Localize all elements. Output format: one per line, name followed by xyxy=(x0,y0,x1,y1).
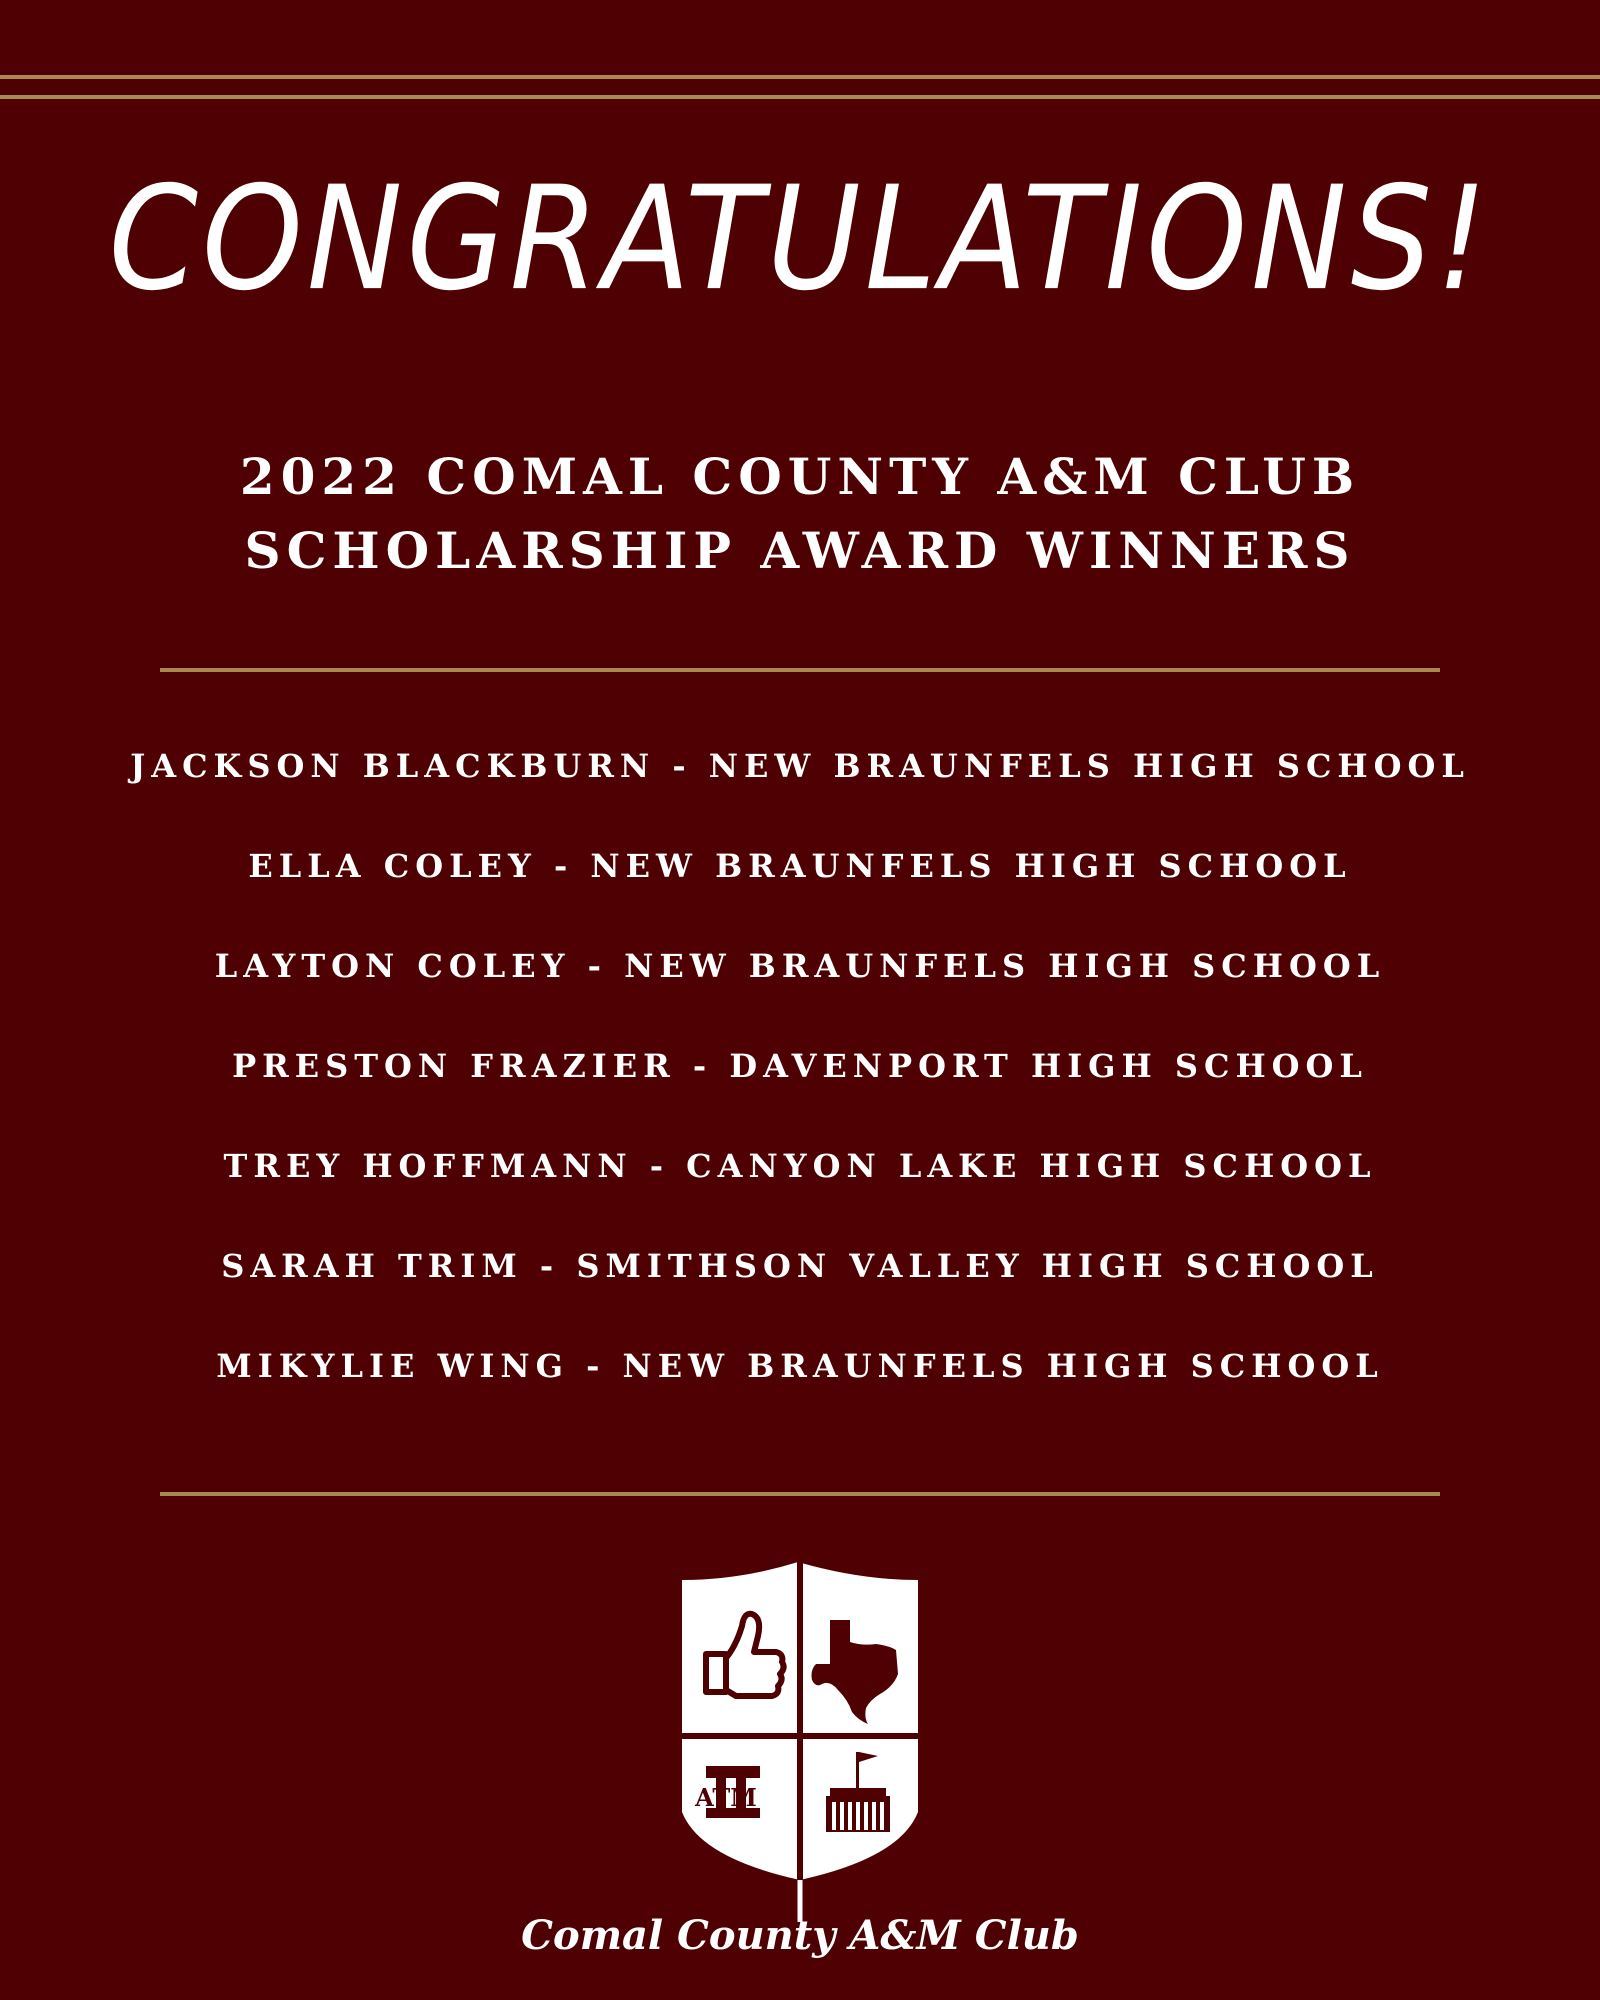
winner-item: JACKSON BLACKBURN - NEW BRAUNFELS HIGH SCHOOL xyxy=(130,747,1470,785)
winners-list xyxy=(0,740,1600,1440)
subtitle-line-1: 2022 COMAL COUNTY A&M CLUB xyxy=(239,447,1361,506)
club-crest-logo xyxy=(680,1562,920,1922)
atm-logo-text: ATM xyxy=(695,1783,757,1812)
top-gold-line-1 xyxy=(0,75,1600,79)
divider-bottom xyxy=(160,1492,1440,1496)
headline: CONGRATULATIONS! xyxy=(108,156,1492,323)
top-gold-line-2 xyxy=(0,95,1600,99)
winner-item: MIKYLIE WING - NEW BRAUNFELS HIGH SCHOOL xyxy=(216,1347,1384,1385)
club-name-logo-text: Comal County A&M Club xyxy=(521,1912,1079,1959)
winner-item: TREY HOFFMANN - CANYON LAKE HIGH SCHOOL xyxy=(223,1147,1377,1185)
divider-top xyxy=(160,668,1440,672)
winner-item: PRESTON FRAZIER - DAVENPORT HIGH SCHOOL xyxy=(232,1047,1368,1085)
subtitle xyxy=(0,440,1600,588)
winner-item: LAYTON COLEY - NEW BRAUNFELS HIGH SCHOOL xyxy=(214,947,1386,985)
subtitle-line-2: SCHOLARSHIP AWARD WINNERS xyxy=(244,521,1356,580)
winner-item: ELLA COLEY - NEW BRAUNFELS HIGH SCHOOL xyxy=(248,847,1352,885)
winner-item: SARAH TRIM - SMITHSON VALLEY HIGH SCHOOL xyxy=(221,1247,1379,1285)
